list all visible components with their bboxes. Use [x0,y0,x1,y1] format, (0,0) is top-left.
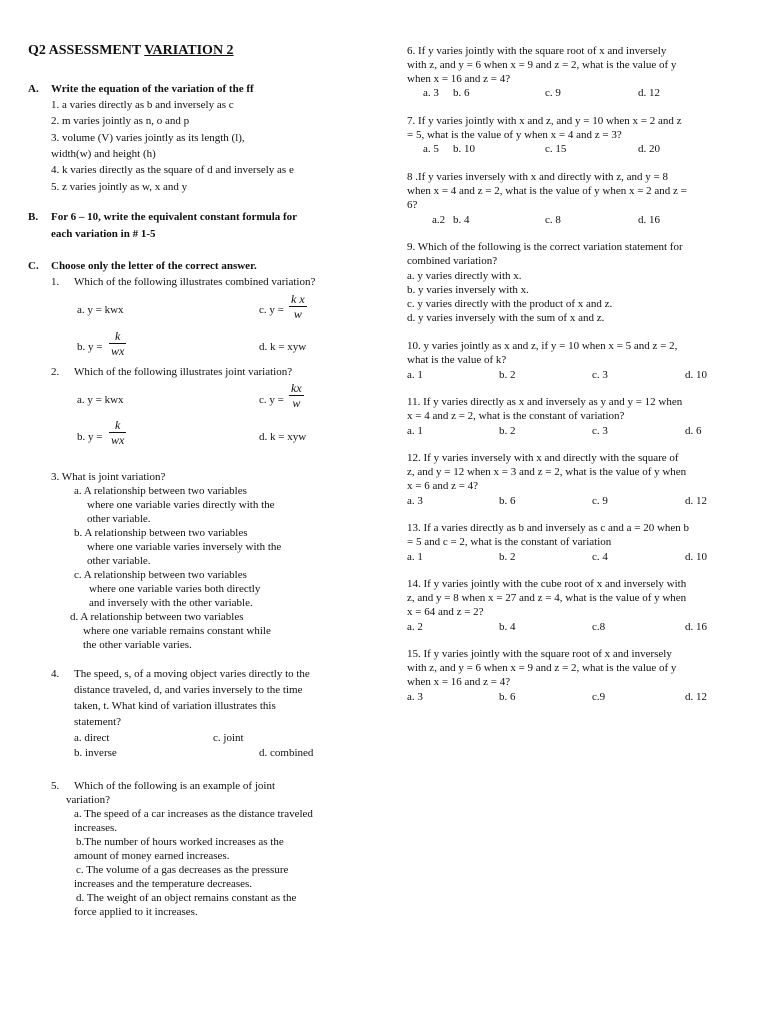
question-text: Which of the following is an example of joint [74,780,276,792]
option-line: c. The volume of a gas decreases as the pressure [76,864,289,876]
option-d: d. 12 [638,87,660,99]
option-c: c.9 [592,691,606,703]
option-d: d. 12 [685,495,707,507]
option-b: b. 2 [499,369,516,381]
option-a: a. 3 [423,87,439,99]
option-b: b. 6 [499,691,516,703]
question-text: with z, and y = 6 when x = 9 and z = 2, what is the value of y [407,59,677,71]
question-text: variation? [66,794,110,806]
question-text: when x = 16 and z = 4? [407,676,511,688]
option-line: increases and the temperature decreases. [74,878,253,890]
question-text: 9. Which of the following is the correct variation statement for [407,241,683,253]
option-b: b. inverse [74,747,117,759]
option-d: d. 10 [685,369,707,381]
option-a: a. y = kwx [77,394,124,406]
option-c: c. 9 [592,495,608,507]
part-a-item: 5. z varies jointly as w, x and y [51,181,188,193]
fraction-denominator: wx [111,344,125,358]
option-line: a. The speed of a car increases as the distance traveled [74,808,313,820]
option-d: d. k = xyw [259,341,307,353]
question-text: The speed, s, of a moving object varies directly to the [74,668,310,680]
option-line: c. A relationship between two variables [74,569,247,581]
question-text: 8 .If y varies inversely with x and directly with z, and y = 8 [407,171,668,183]
fraction-numerator: k [115,329,121,343]
option-line: where one variable varies directly with the [87,499,275,511]
part-a-heading: Write the equation of the variation of the ff [51,83,254,95]
fraction [289,381,304,410]
fraction-numerator: k x [291,292,305,306]
option-a: a. 1 [407,551,423,563]
fraction-numerator: kx [291,381,302,395]
option-c: c. joint [213,732,244,744]
question-text: 6? [407,199,418,211]
question-number: 5. [51,780,60,792]
option-line: b. y varies inversely with x. [407,284,529,296]
option-line: other variable. [87,555,151,567]
part-a-item: 4. k varies directly as the square of d and inversely as e [51,164,294,176]
option-line: a. y varies directly with x. [407,270,522,282]
fraction-denominator: w [289,306,307,321]
option-c: c. 8 [545,214,561,226]
part-c-letter: C. [28,260,39,272]
option-d: d. 6 [685,425,702,437]
option-line: other variable. [87,513,151,525]
question-text: combined variation? [407,255,498,267]
question-number: 1. [51,276,60,288]
option-line: b.The number of hours worked increases as the [76,836,284,848]
option-a: a. 1 [407,425,423,437]
title-prefix: Q2 ASSESSMENT [28,43,145,58]
option-line: d. y varies inversely with the sum of x and z. [407,312,605,324]
question-text: with z, and y = 6 when x = 9 and z = 2, what is the value of y [407,662,677,674]
option-d: d. 12 [685,691,707,703]
option-line: d. The weight of an object remains constant as the [76,892,297,904]
question-text: when x = 16 and z = 4? [407,73,511,85]
option-d: d. 16 [638,214,660,226]
option-b: b. 4 [453,214,470,226]
question-text: z, and y = 12 when x = 3 and z = 2, what is the value of y when [407,466,687,478]
option-line: where one variable remains constant while [83,625,271,637]
option-line: force applied to it increases. [74,906,198,918]
question-text: 13. If a varies directly as b and inversely as c and a = 20 when b [407,522,690,534]
question-text: 15. If y varies jointly with the square root of x and inversely [407,648,672,660]
question-text: 14. If y varies jointly with the cube root of x and inversely with [407,578,687,590]
part-a-item: 1. a varies directly as b and inversely as c [51,99,234,111]
fraction-denominator: wx [111,433,125,447]
option-d: d. 20 [638,143,660,155]
question-text: taken, t. What kind of variation illustrates this [74,700,276,712]
question-text: 10. y varies jointly as x and z, if y = 10 when x = 5 and z = 2, [407,340,678,352]
option-line: where one variable varies inversely with the [87,541,282,553]
option-line: increases. [74,822,118,834]
option-line: where one variable varies both directly [89,583,261,595]
part-c-heading: Choose only the letter of the correct answer. [51,260,257,272]
option-c: c. 9 [545,87,561,99]
question-text: x = 6 and z = 4? [407,480,479,492]
option-b: b. 2 [499,551,516,563]
option-d: d. 16 [685,621,707,633]
fraction [109,329,126,358]
option-c: c. 3 [592,425,608,437]
option-a: a. 3 [407,495,423,507]
fraction-numerator: k [115,418,121,432]
part-b-line: For 6 – 10, write the equivalent constant formula for [51,211,298,223]
question-number: 4. [51,668,60,680]
question-text: x = 4 and z = 2, what is the constant of variation? [407,410,625,422]
option-a: a. 1 [407,369,423,381]
option-line: amount of money earned increases. [74,850,230,862]
option-b: b. 2 [499,425,516,437]
question-text: what is the value of k? [407,354,507,366]
part-a-letter: A. [28,83,39,95]
option-b: b. 6 [499,495,516,507]
option-d: d. 10 [685,551,707,563]
question-text: distance traveled, d, and varies inversely to the time [74,684,303,696]
option-a: a. 3 [407,691,423,703]
part-a-item: width(w) and height (h) [51,148,156,160]
page-title [28,44,234,58]
fraction [109,418,126,447]
option-c-label: c. y = [259,304,284,316]
option-c: c. 15 [545,143,567,155]
question-text: Which of the following illustrates combined variation? [74,276,316,288]
question-number: 2. [51,366,60,378]
option-b: b. 4 [499,621,516,633]
option-c: c.8 [592,621,606,633]
option-b-label: b. y = [77,431,103,443]
part-a-item: 3. volume (V) varies jointly as its length (l), [51,132,245,144]
question-text: 6. If y varies jointly with the square root of x and inversely [407,45,667,57]
question-text: 11. If y varies directly as x and inversely as y and y = 12 when [407,396,683,408]
question-text: 12. If y varies inversely with x and directly with the square of [407,452,679,464]
option-a: a. 5 [423,143,439,155]
option-c: c. 3 [592,369,608,381]
title-underlined: VARIATION 2 [144,43,234,58]
part-b-line: each variation in # 1-5 [51,228,156,240]
option-a: a. y = kwx [77,304,124,316]
option-line: b. A relationship between two variables [74,527,248,539]
fraction-denominator: w [289,395,304,410]
question-text: Which of the following illustrates joint variation? [74,366,293,378]
question-text: 7. If y varies jointly with x and z, and y = 10 when x = 2 and z [407,115,682,127]
option-a: a. direct [74,732,110,744]
option-d: d. k = xyw [259,431,307,443]
part-a-item: 2. m varies jointly as n, o and p [51,115,190,127]
option-line: the other variable varies. [83,639,192,651]
part-b-letter: B. [28,211,39,223]
option-line: d. A relationship between two variables [70,611,244,623]
option-line: c. y varies directly with the product of x and z. [407,298,613,310]
fraction [289,292,307,321]
option-b: b. 10 [453,143,475,155]
question-text: 3. What is joint variation? [51,471,166,483]
option-a: a.2 [432,214,446,226]
option-a: a. 2 [407,621,423,633]
question-text: statement? [74,716,122,728]
option-b: b. 6 [453,87,470,99]
question-text: when x = 4 and z = 2, what is the value of y when x = 2 and z = [407,185,687,197]
option-c: c. 4 [592,551,608,563]
option-c-label: c. y = [259,394,284,406]
question-text: = 5 and c = 2, what is the constant of variation [407,536,612,548]
option-d: d. combined [259,747,314,759]
option-line: a. A relationship between two variables [74,485,247,497]
question-text: = 5, what is the value of y when x = 4 and z = 3? [407,129,622,141]
question-text: x = 64 and z = 2? [407,606,484,618]
question-text: z, and y = 8 when x = 27 and z = 4, what is the value of y when [407,592,687,604]
option-line: and inversely with the other variable. [89,597,253,609]
option-b-label: b. y = [77,341,103,353]
